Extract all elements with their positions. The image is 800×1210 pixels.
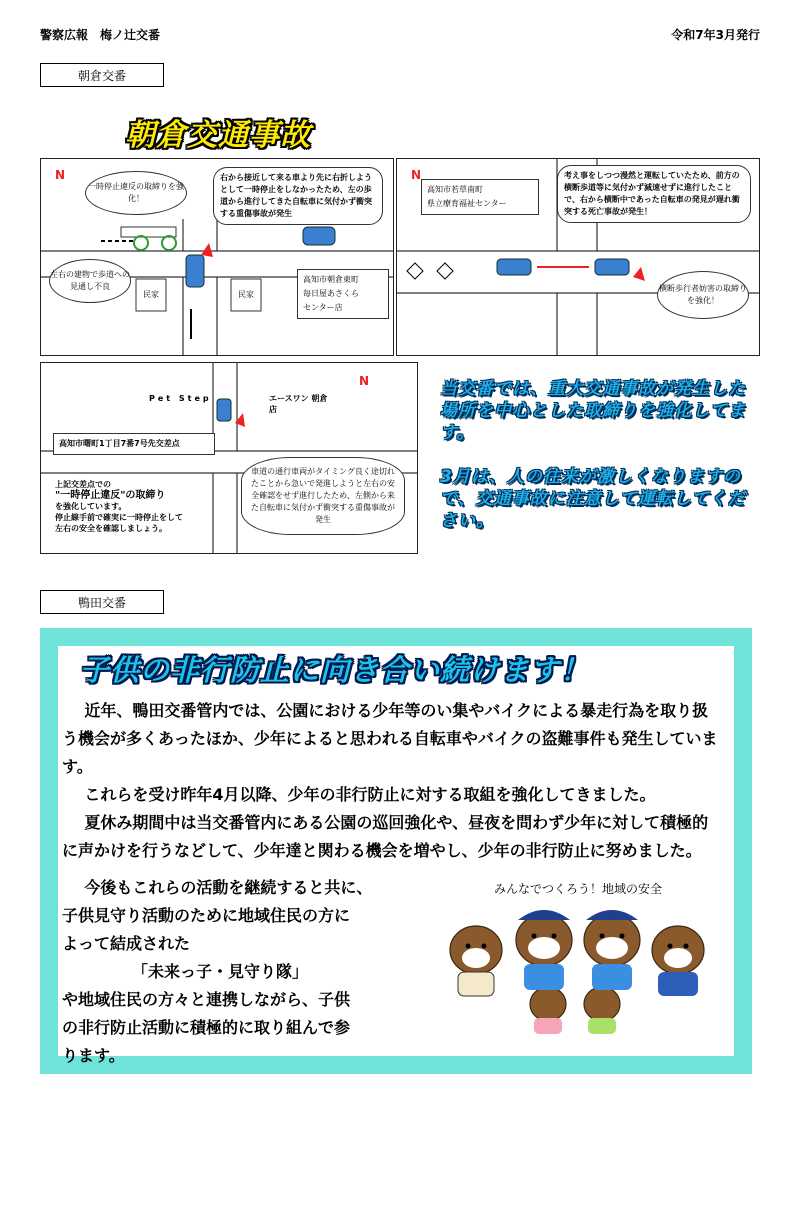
header-left: 警察広報 梅ノ辻交番 bbox=[40, 28, 161, 42]
map3-note-line: を強化しています。 bbox=[55, 502, 127, 511]
map1-cloud-visibility: 左右の建物で歩道への見通し不良 bbox=[49, 259, 131, 303]
map1-place-box bbox=[297, 269, 389, 319]
promo-text-1: 当交番では、重大交通事故が発生した場所を中心とした取締りを強化してます。 bbox=[440, 379, 746, 443]
paragraph-line: の非行防止活動に積極的に取り組んで参 bbox=[62, 1018, 351, 1037]
paragraph-2: これらを受け昨年4月以降、少年の非行防止に対する取組を強化してきました。 bbox=[84, 785, 656, 804]
map1-place-line: センター店 bbox=[303, 303, 343, 312]
map3-petstep: Pet Step bbox=[149, 394, 212, 403]
svg-text:N: N bbox=[359, 374, 370, 388]
map2-callout: 考え事をしつつ漫然と運転していたため、前方の横断歩道等に気付かず減速せずに進行したことで、右から横断中であった自転車の発見が遅れ衝突する死亡事故が発生！ bbox=[557, 165, 751, 223]
paragraph-1: 近年、鴨田交番管内では、公園における少年等のい集やバイクによる暴走行為を取り扱う機会が多くあったほか、少年によると思われる自転車やバイクの盗難事件も発生しています。 bbox=[62, 701, 718, 776]
map3-aceone: エースワン 朝倉店 bbox=[269, 394, 328, 414]
promo-text-2: 3月は、人の往来が激しくなりますので、交通事故に注意して運転してください。 bbox=[440, 467, 746, 531]
map1-cloud-enforcement: 一時停止違反の取締りを強化！ bbox=[85, 171, 187, 215]
map3-note-line: 停止線手前で確実に一時停止をして bbox=[55, 513, 183, 522]
map3-burst: 車道の通行車両がタイミング良く途切れたことから急いで発進しようと左右の安全確認をせず進行したため、左側から来た自転車に気付かず衝突する重傷事故が発生 bbox=[241, 457, 405, 535]
accident-map-3 bbox=[40, 362, 418, 554]
accident-map-2 bbox=[396, 158, 760, 356]
section-label-asakura: 朝倉交番 bbox=[40, 63, 164, 87]
map2-place-line: 県立療育福祉センター bbox=[427, 199, 507, 208]
mascot-otters-illustration bbox=[436, 900, 726, 1050]
paragraph-3: 夏休み期間中は当交番管内にある公園の巡回強化や、昼夜を問わず少年に対して積極的に声かけを行うなどして、少年達と関わる機会を増やし、少年の非行防止に努めました。 bbox=[62, 813, 709, 860]
team-name: 「未来っ子・見守り隊」 bbox=[132, 962, 309, 981]
map2-cloud-enforcement: 横断歩行者妨害の取締りを強化！ bbox=[657, 271, 749, 319]
map1-house-right: 民家 bbox=[238, 290, 254, 299]
svg-text:N: N bbox=[411, 168, 422, 182]
page-title-kamoda: 子供の非行防止に向き合い続けます！ bbox=[80, 653, 591, 687]
paragraph-4 bbox=[62, 874, 432, 1070]
map3-note-line: 左右の安全を確認しましょう。 bbox=[55, 524, 167, 533]
paragraph-line: よって結成された bbox=[62, 934, 191, 953]
map3-note-line: "一時停止違反"の取締り bbox=[55, 490, 166, 501]
accident-map-1 bbox=[40, 158, 394, 356]
paragraph-line: 子供見守り活動のために地域住民の方に bbox=[62, 906, 351, 925]
map3-note bbox=[55, 479, 225, 534]
map3-note-line: 上記交差点での bbox=[55, 480, 111, 489]
map1-place-line: 高知市朝倉東町 bbox=[303, 275, 359, 284]
mascot-caption: みんなでつくろう！地域の安全 bbox=[494, 882, 663, 896]
section-label-kamoda: 鴨田交番 bbox=[40, 590, 164, 614]
page-title-asakura: 朝倉交通事故 bbox=[125, 118, 311, 153]
paragraph-line: ります。 bbox=[62, 1046, 125, 1065]
map3-address: 高知市曙町1丁目7番7号先交差点 bbox=[53, 433, 215, 455]
map1-house-left: 民家 bbox=[143, 290, 159, 299]
map1-callout: 右から接近して来る車より先に右折しようとして一時停止をしなかったため、左の歩道から進行してきた自転車に気付かず衝突する重傷事故が発生 bbox=[213, 167, 383, 225]
map2-place-box bbox=[421, 179, 539, 215]
map2-place-line: 高知市若草南町 bbox=[427, 185, 483, 194]
paragraph-line: 今後もこれらの活動を継続すると共に、 bbox=[84, 878, 373, 897]
map1-place-line: 毎日屋あさくら bbox=[303, 289, 359, 298]
paragraph-line: や地域住民の方々と連携しながら、子供 bbox=[62, 990, 351, 1009]
svg-text:N: N bbox=[55, 168, 66, 182]
header-right: 令和7年3月発行 bbox=[671, 28, 760, 42]
